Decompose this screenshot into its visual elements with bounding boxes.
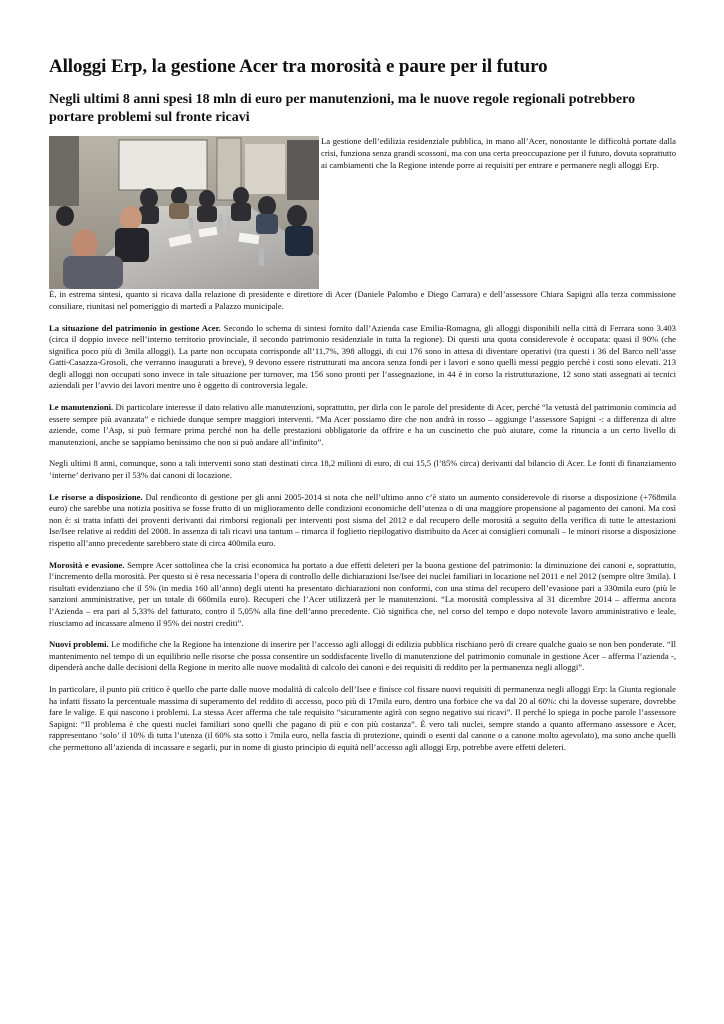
section-morosita: Morosità e evasione. Sempre Acer sottolinea che la crisi economica ha portato a due effetti deleteri per la buona gestione del patrimonio: la diminuzione dei canoni e, soprattutto, l’incremento della morosità. Per questo si è resa necessaria l’opera di controllo delle dichiarazioni Ise/Isee dei nuclei familiari in locazione nel 2011 e nel 2012 (sempre oltre 3mila). I risultati evidenziano che il 5% (in media 160 all’anno) degli utenti ha presentato dichiarazioni non conformi, con una stima del recupero dell’evasione pari a 330mila euro (più le sanzioni amministrative, per un totale di 660mila euro). Recuperi che l’Acer utilizzerà per le manutenzioni. “La morosità complessiva al 31 dicembre 2014 – afferma ancora l’Azienda – era pari al 5,33% del fatturato, contro il 5,05% alla fine dell’anno precedente. Ciò significa che, nel corso del tempo e dopo notevole lavoro amministrativo e leale, riusciamo ad incassare almeno il 95% dei nostri crediti”. [49, 559, 676, 628]
section-nuovi-problemi-heading: Nuovi problemi. [49, 639, 109, 650]
section-patrimonio-heading: La situazione del patrimonio in gestione Acer. [49, 322, 221, 333]
paragraph-2: È, in estrema sintesi, quanto si ricava dalla relazione di presidente e direttore di Acer (Daniele Palombo e Diego Carrara) e dell’assessore Chiara Sapigni alla terza commissione consiliare, riunitasi nel pomeriggio di martedì a Palazzo municipale. [49, 289, 676, 311]
section-risorse-heading: Le risorse a disposizione. [49, 491, 143, 502]
section-risorse: Le risorse a disposizione. Dal rendiconto di gestione per gli anni 2005-2014 si nota che nell’ultimo anno c’è stato un aumento considerevole di risorse a disposizione (+768mila euro) che sarebbe una notizia positiva se fosse frutto di un miglioramento delle condizioni economiche dell’utenza o di una maggiore propensione al pagamento dei canoni. Ma così non è: si tratta infatti dei proventi derivanti dai rimborsi regionali per interventi post sisma del 2012 e dal recupero delle morosità a seguito della verifica di tutte le attestazioni Ise/Isee relative ai redditi del 2008. In assenza di tali ricavi una tantum – rimarca il foglietto riepilogativo distribuito da Acer ai consiglieri comunali – le minori risorse a disposizione rispetto all’anno precedente sarebbero state di circa 400mila euro. [49, 491, 677, 549]
section-manutenzioni: Le manutenzioni. Di particolare interesse il dato relativo alle manutenzioni, soprattutto, per dirla con le parole del presidente di Acer, perché “la vetustà del patrimonio comincia ad essere sempre più avanzata” e richiede dunque sempre maggiori interventi. “Ma Acer possiamo dire che non andrà in rosso – aggiunge l’assessore Sapigni -: a differenza di altre aziende, come l’Asp, si può fermare prima perché non ha delle prestazioni obbligatorie da offrire e ha un cuscinetto che può aiutare, come la rinuncia a un certo livello di manutenzioni, anche se sappiamo benissimo che non si può andare all’infinito”. [49, 402, 677, 447]
paragraph-5: Negli ultimi 8 anni, comunque, sono a tali interventi sono stati destinati circa 18,2 milioni di euro, di cui 15,5 (l’85% circa) derivanti dal bilancio di Acer. Le fonti di finanziamento ‘interne’ derivano per il 53% dai canoni di locazione. [49, 458, 676, 481]
section-morosita-heading: Morosità e evasione. [49, 559, 125, 570]
article-subtitle: Negli ultimi 8 anni spesi 18 mln di euro per manutenzioni, ma le nuove regole regionali potrebbero portare problemi sul fronte ricavi [49, 91, 636, 125]
meeting-photo-illustration [49, 136, 319, 289]
article-title: Alloggi Erp, la gestione Acer tra morosità e paure per il futuro [49, 56, 548, 77]
paragraph-9: In particolare, il punto più critico è quello che parte dalle nuove modalità di calcolo dell’Isee e finisce col fissare nuovi requisiti di permanenza negli alloggi Erp: la Giunta regionale ha infatti fissato la percentuale massima di superamento del reddito di accesso, poco più di 17mila euro, dentro una forbice che va dal 20 al 60%: chi la dovesse superare, dovrebbe fare le valige. E qui nascono i problemi. La stessa Acer afferma che tale requisito “sicuramente agirà con segno negativo sui ricavi”. Il perché lo spiega in poche parole l’assessore Sapigni: “Il problema è che questi nuclei familiari sono quelli che pagano di più e con più costanza”. È vero tali nuclei, sempre stando a quanto affermano assessore e Acer, rappresentano ‘solo’ il 10% di tutta l’utenza (il 60% sta sotto i 7mila euro, nella fascia di protezione, quindi o esenti dal canone o a canone molto agevolato), ma sono anche quelli che permettono all’azienda di incassare e segarli, pur in nome di giusto principio di equità nell’accesso agli alloggi Erp, potrebbe avere effetti deleteri. [49, 683, 676, 752]
article [49, 56, 676, 764]
section-nuovi-problemi: Nuovi problemi. Le modifiche che la Regione ha intenzione di inserire per l’accesso agli alloggi di edilizia pubblica rischiano però di creare qualche guaio se non ben ponderate. “Il mantenimento nel tempo di un equilibrio nelle risorse che possa consentire un soddisfacente livello di manutenzione del patrimonio comunale in gestione Acer – afferma l’azienda -, dipenderà anche dalle decisioni della Regione in merito alle nuove modalità di calcolo dei canoni e dei requisiti di reddito per la permanenza negli alloggi”. [49, 639, 676, 673]
section-patrimonio: La situazione del patrimonio in gestione Acer. Secondo lo schema di sintesi fornito dall’Azienda case Emilia-Romagna, gli alloggi disponibili nella città di Ferrara sono 3.403 (circa il doppio invece nell’interno territorio provinciale, il secondo patrimonio residenziale in tutta la regione). Di questi una quota considerevole è occupata: quasi il 90% (che significa poco più di 3mila alloggi). La parte non occupata corrisponde all’11,7%, 398 alloggi, di cui 176 sono in attesa di diventare operativi (tra questi i 36 del Barco nell’asse Gatti-Casazza-Grosoli, che verranno inaugurati a breve), 9 devono essere ristrutturati ma ancora senza fondi per i lavori e sono quelli messi peggio perché i costi sono elevati. 213 degli alloggi non occupati sono invece in tale situazione per turnover, ma 156 sono pronti per l’assegnazione, in 44 è in corso la ristrutturazione, 12 sono stati assegnati ai tecnici aziendali per l’avvio dei lavori mentre uno è oggetto di controversia legale. [49, 322, 676, 391]
section-manutenzioni-heading: Le manutenzioni. [49, 402, 114, 413]
meeting-photo [49, 136, 319, 289]
intro-block [49, 136, 676, 289]
intro-paragraph: La gestione dell’edilizia residenziale pubblica, in mano all’Acer, nonostante le difficoltà portate dalla crisi, funziona senza grandi scossoni, ma con una certa preoccupazione per il futuro, dovuta soprattutto ai cambiamenti che la Regione intende porre ai requisiti per entrare e permanere negli alloggi Erp. [321, 136, 676, 170]
